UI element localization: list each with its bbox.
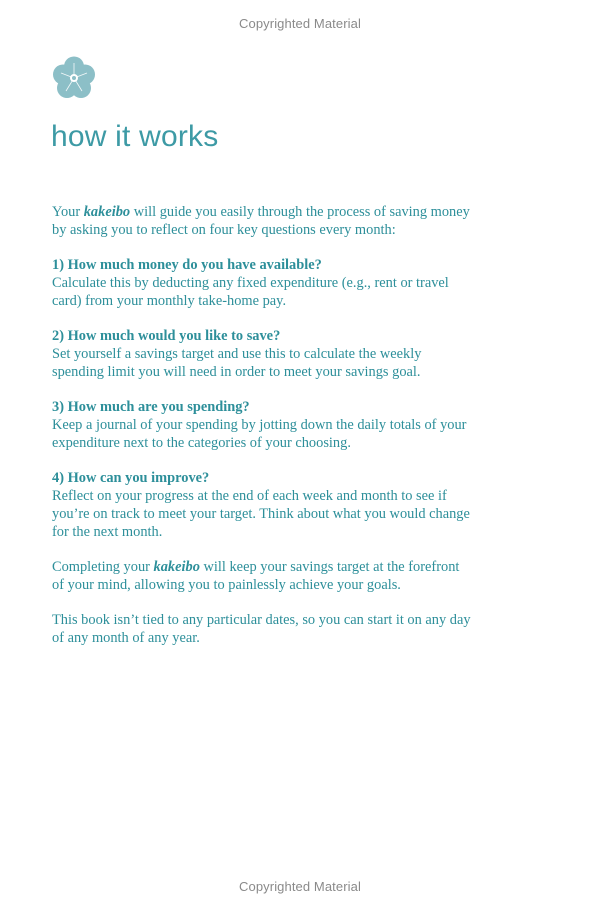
question-body: Set yourself a savings target and use this to calculate the weekly spending limit you will need in order to meet your savings goal. xyxy=(52,346,422,380)
note-paragraph: This book isn’t tied to any particular dates, so you can start it on any day of any month of any year. xyxy=(52,612,471,646)
closing-paragraph: Completing your kakeibo will keep your savings target at the forefront of your mind, allowing you to painlessly achieve your goals. xyxy=(52,559,460,593)
intro-paragraph: Your kakeibo will guide you easily through the process of saving money by asking you to reflect on four key questions every month: xyxy=(52,204,470,238)
question-1 xyxy=(52,256,472,310)
question-title: 1) How much money do you have available? xyxy=(52,257,322,273)
question-body: Keep a journal of your spending by jotting down the daily totals of your expenditure next to the categories of your choosing. xyxy=(52,417,467,451)
flower-icon xyxy=(51,55,97,101)
question-3 xyxy=(52,398,472,452)
copyright-watermark-top: Copyrighted Material xyxy=(239,16,361,31)
copyright-watermark-bottom: Copyrighted Material xyxy=(239,879,361,894)
question-title: 3) How much are you spending? xyxy=(52,399,250,415)
question-2 xyxy=(52,327,472,381)
question-body: Calculate this by deducting any fixed expenditure (e.g., rent or travel card) from your monthly take-home pay. xyxy=(52,275,449,309)
question-title: 4) How can you improve? xyxy=(52,470,210,486)
body-text xyxy=(52,203,472,664)
question-body: Reflect on your progress at the end of each week and month to see if you’re on track to meet your target. Think about what you would change for the next month. xyxy=(52,488,470,540)
kakeibo-term: kakeibo xyxy=(83,204,131,220)
kakeibo-term: kakeibo xyxy=(153,559,200,575)
question-4 xyxy=(52,469,472,541)
page-title: how it works xyxy=(51,120,219,153)
question-title: 2) How much would you like to save? xyxy=(52,328,281,344)
